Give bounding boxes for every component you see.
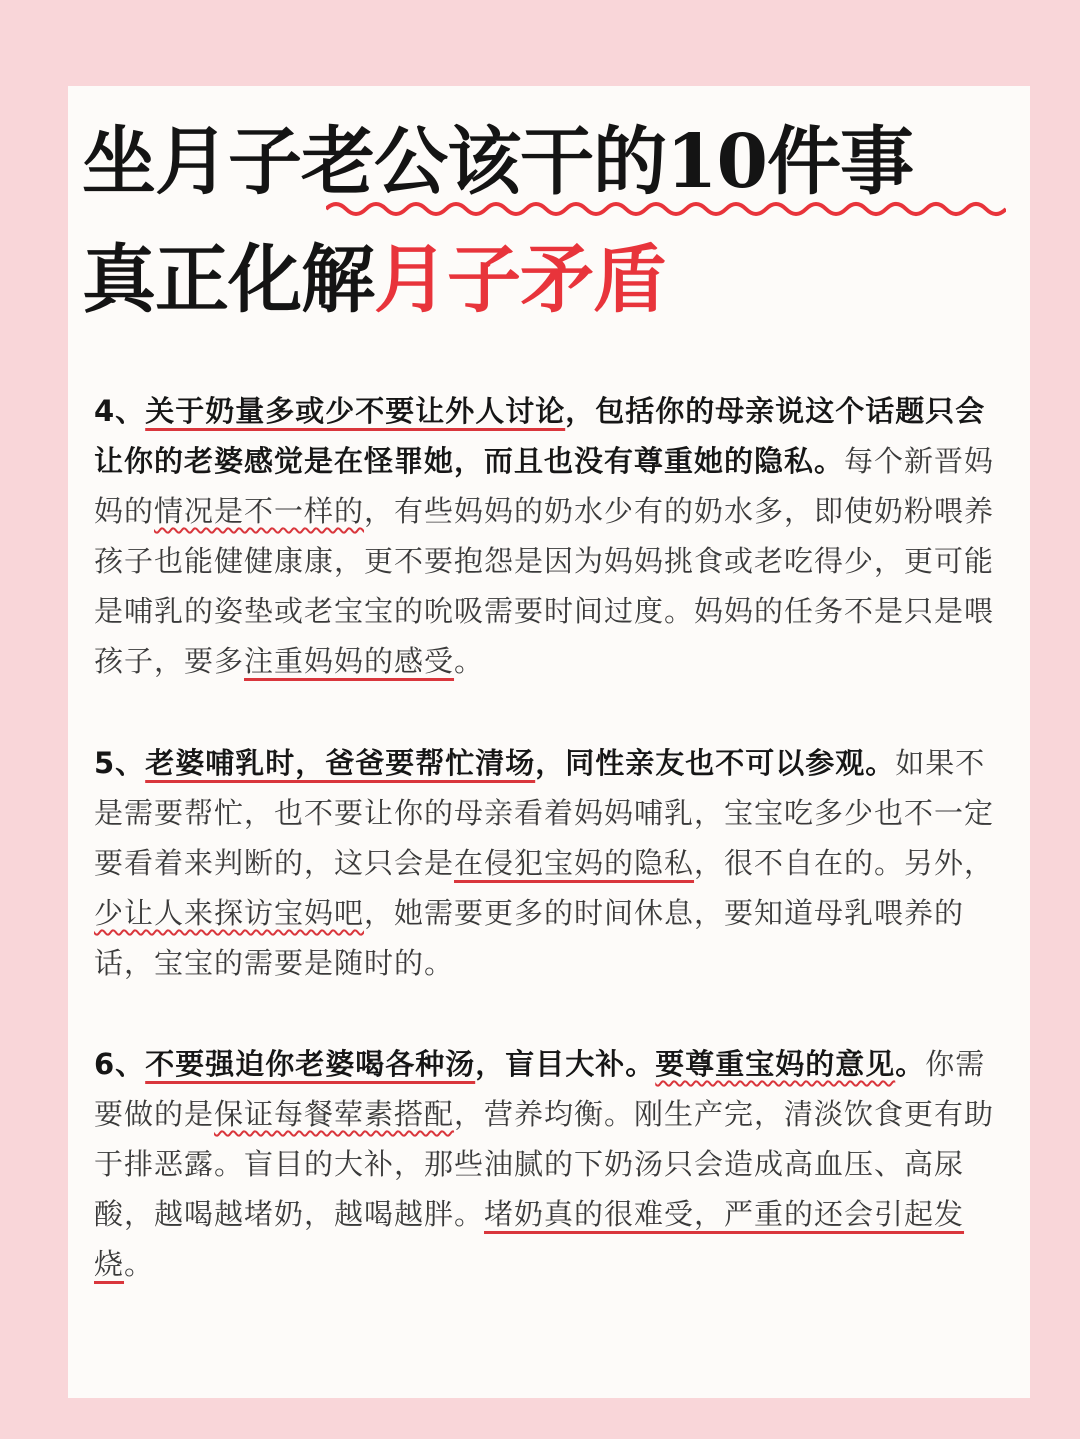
wavy-highlight: 保证每餐荤素搭配 [214,1097,455,1131]
section-number: 6、 [94,1047,146,1081]
section-4 [94,386,1004,686]
title-wavy-underline [326,198,1006,220]
body-text: 。 [454,644,485,678]
bold-text: ，包括你的母亲说这个话题只会让你的老婆感觉是在怪罪她，而且也没有尊重她的隐私。 [94,394,986,478]
body-text: ，很不自在的。另外， [694,846,995,880]
bold-text: ，盲目大补。 [475,1047,656,1081]
underlined-highlight: 堵奶真的很难受，严重的还会引起发烧 [94,1197,965,1281]
wavy-highlight: 情况是不一样的 [154,494,365,528]
bold-underlined: 不要强迫你老婆喝各种汤 [145,1047,476,1081]
section-5 [94,738,1004,988]
bold-underlined: 老婆哺乳时，爸爸要帮忙清场 [145,746,536,780]
body-text: ，有些妈妈的奶水少有的奶水多，即使奶粉喂养孩子也能健健康康，更不要抱怨是因为妈妈挑食或老吃得少，更可能是哺乳的姿垫或老宝宝的吮吸需要时间过度。妈妈的任务不是只是喂孩子，要多 [94,494,995,678]
underlined-highlight: 注重妈妈的感受 [244,644,455,678]
bold-text: ，同性亲友也不可以参观。 [535,746,896,780]
bold-text: 。 [895,1047,926,1081]
section-number: 4、 [94,394,146,428]
title-line-1: 坐月子老公该干的10件事 [82,119,913,205]
title-line-2 [82,234,666,326]
article-card [68,86,1030,1398]
section-6 [94,1039,1004,1289]
title-red-part: 月子矛盾 [374,237,666,323]
body-text: 每个新晋妈妈的 [94,444,995,528]
section-number: 5、 [94,746,146,780]
wavy-highlight: 少让人来探访宝妈吧 [94,896,365,930]
body-text: 你需要做的是 [94,1047,986,1131]
body-text: 。 [124,1247,155,1281]
bold-wavy: 要尊重宝妈的意见 [655,1047,896,1081]
bold-underlined: 关于奶量多或少不要让外人讨论 [145,394,566,428]
body-text: ，她需要更多的时间休息，要知道母乳喂养的话，宝宝的需要是随时的。 [94,896,965,980]
title-black-part: 真正化解 [82,237,374,323]
underlined-highlight: 在侵犯宝妈的隐私 [454,846,695,880]
body-text: ，营养均衡。刚生产完，清淡饮食更有助于排恶露。盲目的大补，那些油腻的下奶汤只会造成高血压、高尿酸，越喝越堵奶，越喝越胖。 [94,1097,995,1231]
body-text: 如果不是需要帮忙，也不要让你的母亲看着妈妈哺乳，宝宝吃多少也不一定要看着来判断的，这只会是 [94,746,995,880]
